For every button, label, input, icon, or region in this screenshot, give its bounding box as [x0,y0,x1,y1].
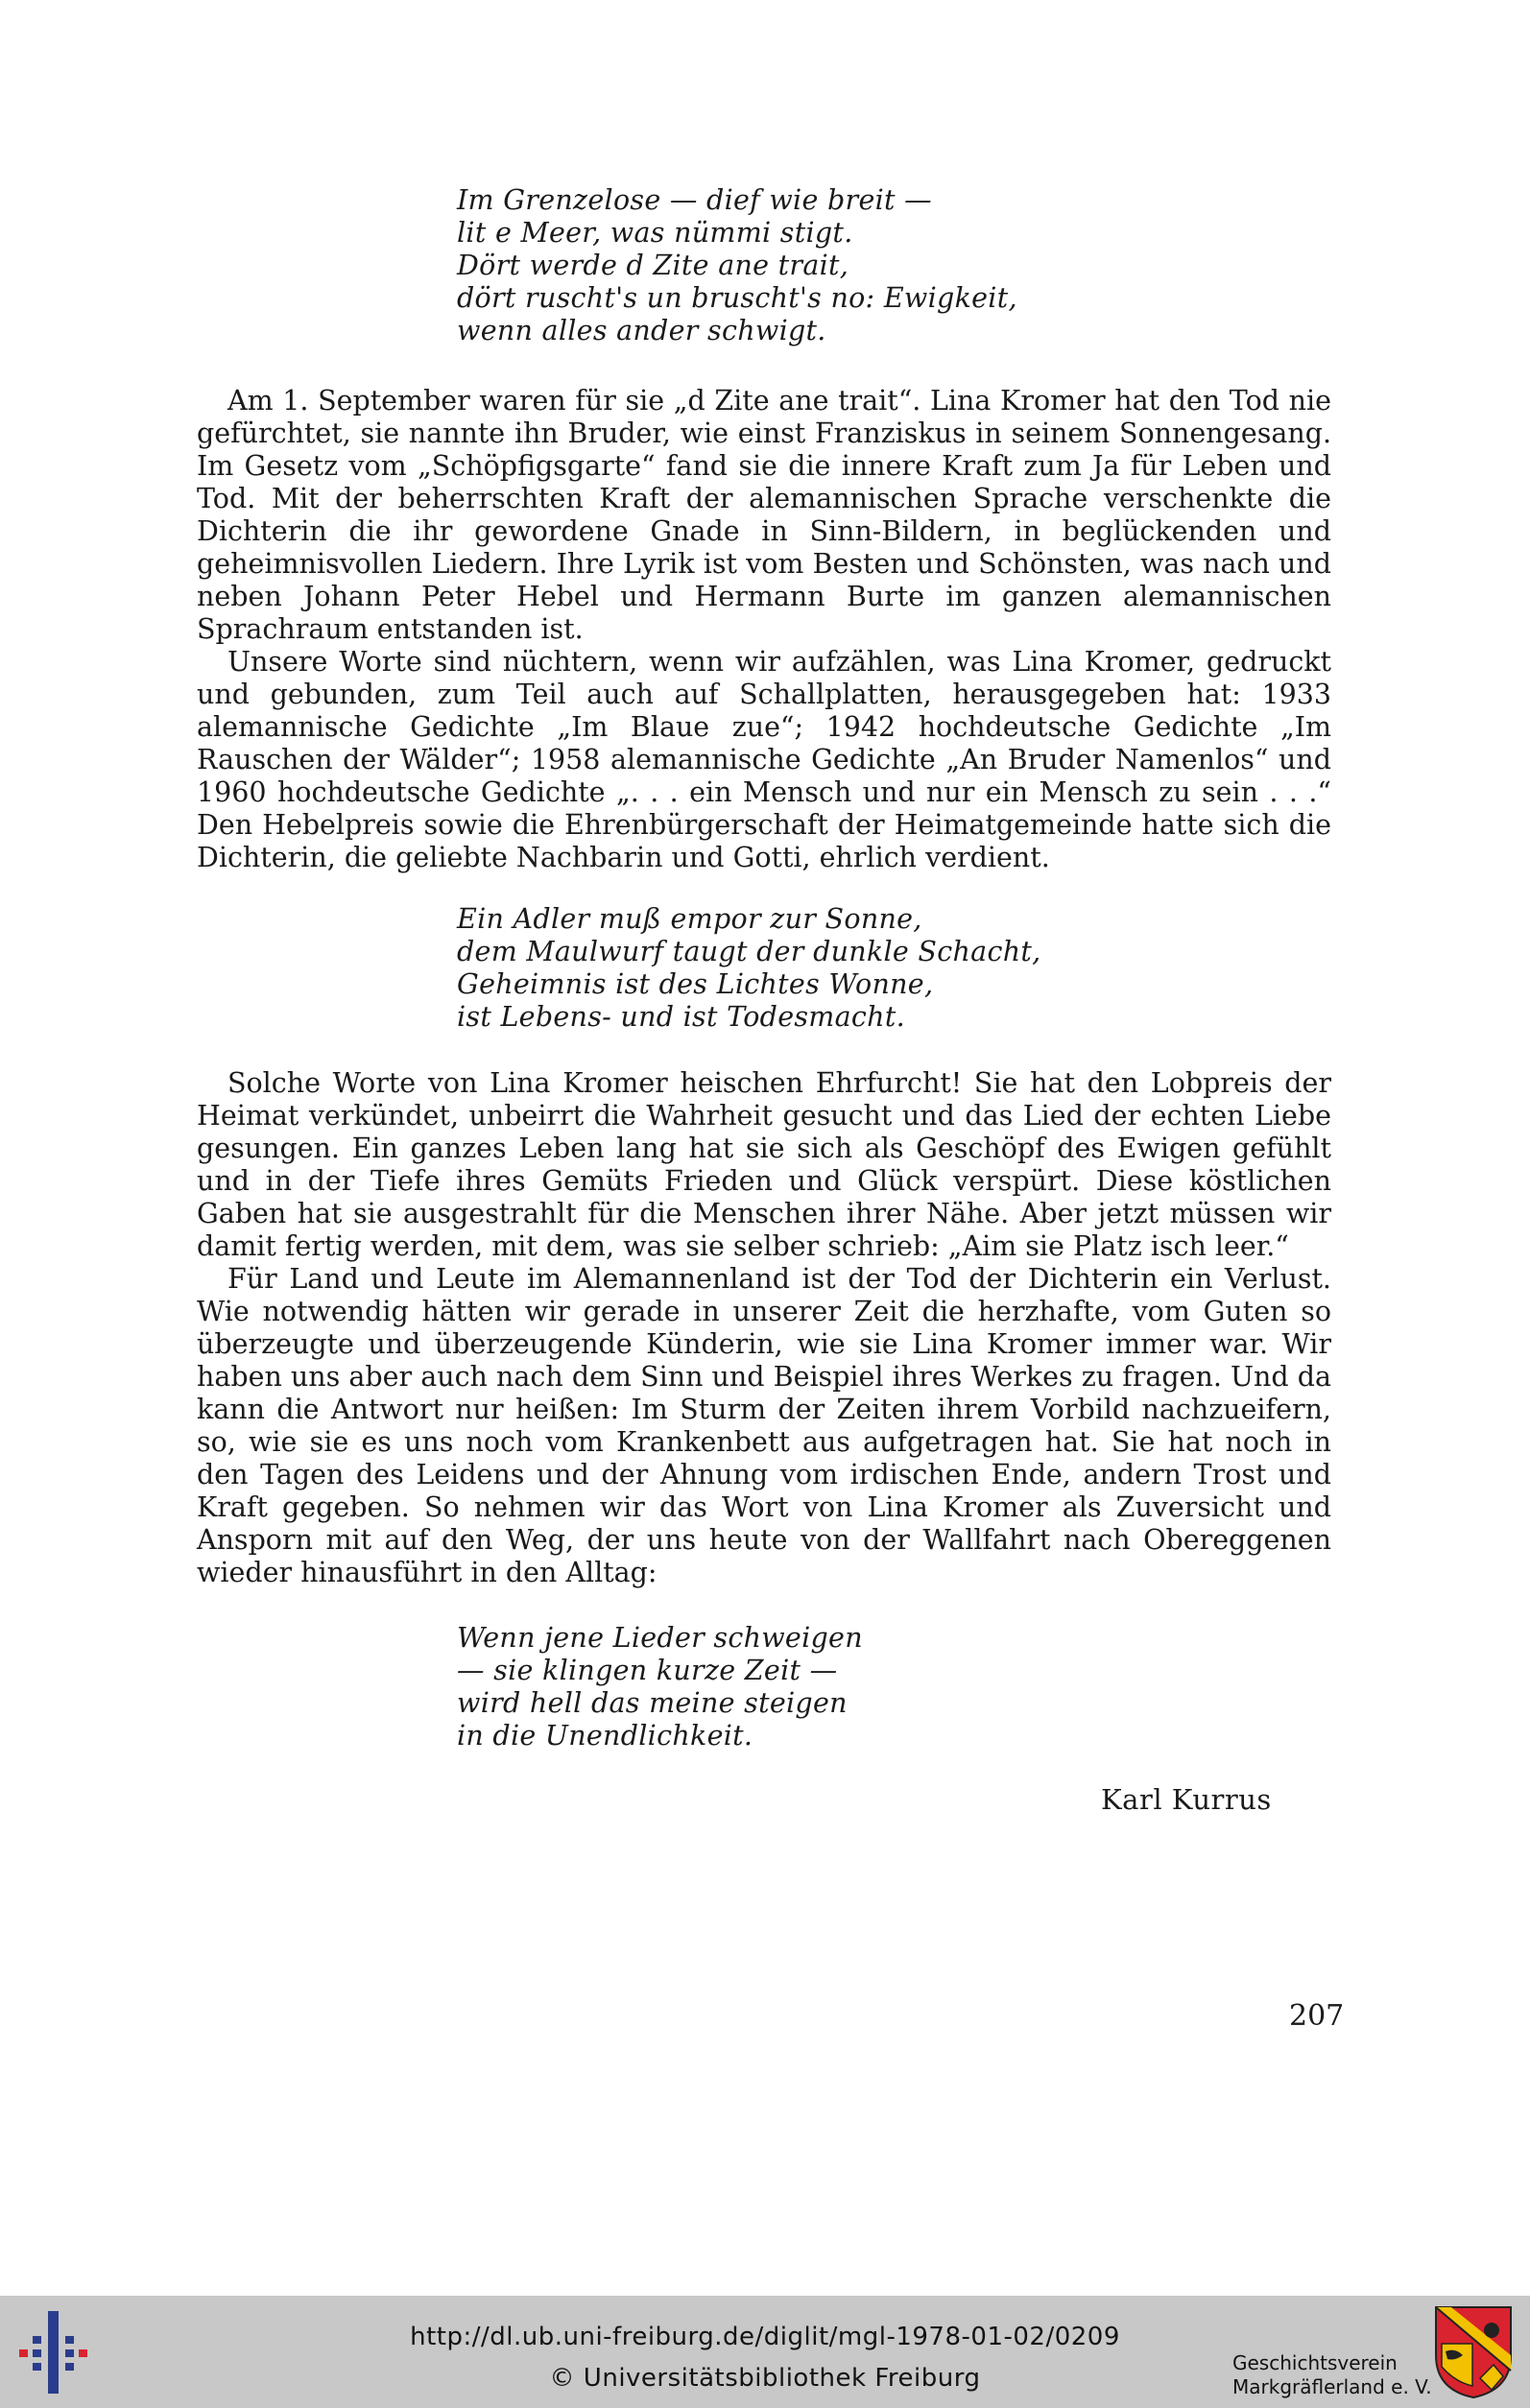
poem-line: dem Maulwurf taugt der dunkle Schacht, [457,936,1041,967]
poem-line: Wenn jene Lieder schweigen [457,1622,863,1654]
prose-block-2 [197,1067,1331,1589]
document-url-link[interactable]: http://dl.ub.uni-freiburg.de/diglit/mgl-1978-01-02/0209 [410,2323,1120,2351]
poem-stanza-3 [457,1622,863,1752]
poem-line: dört ruscht's un bruscht's no: Ewigkeit, [457,282,1017,314]
poem-line: ist Lebens- und ist Todesmacht. [457,1001,905,1033]
poem-line: wird hell das meine steigen [457,1687,848,1719]
poem-line: wenn alles ander schwigt. [457,315,826,346]
page-number: 207 [1289,1999,1345,2033]
poem-line: Ein Adler muß empor zur Sonne, [457,903,922,935]
poem-stanza-1 [457,184,1017,347]
author-signature: Karl Kurrus [1101,1783,1272,1816]
poem-line: Im Grenzelose — dief wie breit — [457,184,932,216]
poem-line: in die Unendlichkeit. [457,1720,753,1752]
coat-of-arms-icon [1434,2305,1513,2399]
copyright-notice: © Universitätsbibliothek Freiburg [549,2364,981,2393]
paragraph: Unsere Worte sind nüchtern, wenn wir aufzählen, was Lina Kromer, gedruckt und gebunden, zum Teil auch auf Schallplatten, herausgegeben hat: 1933 alemannische Gedichte „Im Blaue zue“; 1942 hochdeutsche Gedichte „Im Rauschen der Wälder“; 1958 alemannische Gedichte „An Bruder Namenlos“ und 1960 hochdeutsche Gedichte „. . . ein Mensch und nur ein Mensch zu sein . . .“ Den Hebelpreis sowie die Ehrenbürgerschaft der Heimatgemeinde hatte sich die Dichterin, die geliebte Nachbarin und Gotti, ehrlich verdient. [197,646,1331,873]
paragraph: Für Land und Leute im Alemannenland ist der Tod der Dichterin ein Verlust. Wie notwendig hätten wir gerade in unserer Zeit die herzhafte, vom Guten so überzeugte und überzeugende Künderin, wie sie Lina Kromer immer war. Wir haben uns aber auch nach dem Sinn und Beispiel ihres Werkes zu fragen. Und da kann die Antwort nur heißen: Im Sturm der Zeiten ihrem Vorbild nachzueifern, so, wie sie es uns noch vom Krankenbett aus aufgetragen hat. Sie hat noch in den Tagen des Leidens und der Ahnung vom irdischen Ende, andern Trost und Kraft gegeben. So nehmen wir das Wort von Lina Kromer als Zuversicht und Ansporn mit auf den Weg, der uns heute von der Wallfahrt nach Obereggenen wieder hinausführt in den Alltag: [197,1263,1331,1588]
footer-bar [0,2296,1530,2408]
society-name-line-1: Geschichtsverein [1232,2351,1398,2374]
prose-block-1 [197,385,1331,874]
paragraph: Solche Worte von Lina Kromer heischen Ehrfurcht! Sie hat den Lobpreis der Heimat verkündet, unbeirrt die Wahrheit gesucht und das Lied der echten Liebe gesungen. Ein ganzes Leben lang hat sie sich als Geschöpf des Ewigen gefühlt und in der Tiefe ihres Gemüts Frieden und Glück verspürt. Diese köstlichen Gaben hat sie ausgestrahlt für die Menschen ihrer Nähe. Aber jetzt müssen wir damit fertig werden, mit dem, was sie selber schrieb: „Aim sie Platz isch leer.“ [197,1067,1331,1262]
poem-line: lit e Meer, was nümmi stigt. [457,217,853,249]
poem-stanza-2 [457,903,1041,1034]
poem-line: — sie klingen kurze Zeit — [457,1655,838,1686]
poem-line: Dört werde d Zite ane trait, [457,250,849,281]
poem-line: Geheimnis ist des Lichtes Wonne, [457,968,934,1000]
society-name [1232,2351,1432,2399]
paragraph: Am 1. September waren für sie „d Zite ane trait“. Lina Kromer hat den Tod nie gefürchtet, sie nannte ihn Bruder, wie einst Franziskus in seinem Sonnengesang. Im Gesetz vom „Schöpfigsgarte“ fand sie die innere Kraft zum Ja für Leben und Tod. Mit der beherrschten Kraft der alemannischen Sprache verschenkte die Dichterin die ihr gewordene Gnade in Sinn-Bildern, in beglückenden und geheimnisvollen Liedern. Ihre Lyrik ist vom Besten und Schönsten, was nach und neben Johann Peter Hebel und Hermann Burte im ganzen alemannischen Sprachraum entstanden ist. [197,385,1331,645]
society-name-line-2: Markgräflerland e. V. [1232,2375,1432,2398]
